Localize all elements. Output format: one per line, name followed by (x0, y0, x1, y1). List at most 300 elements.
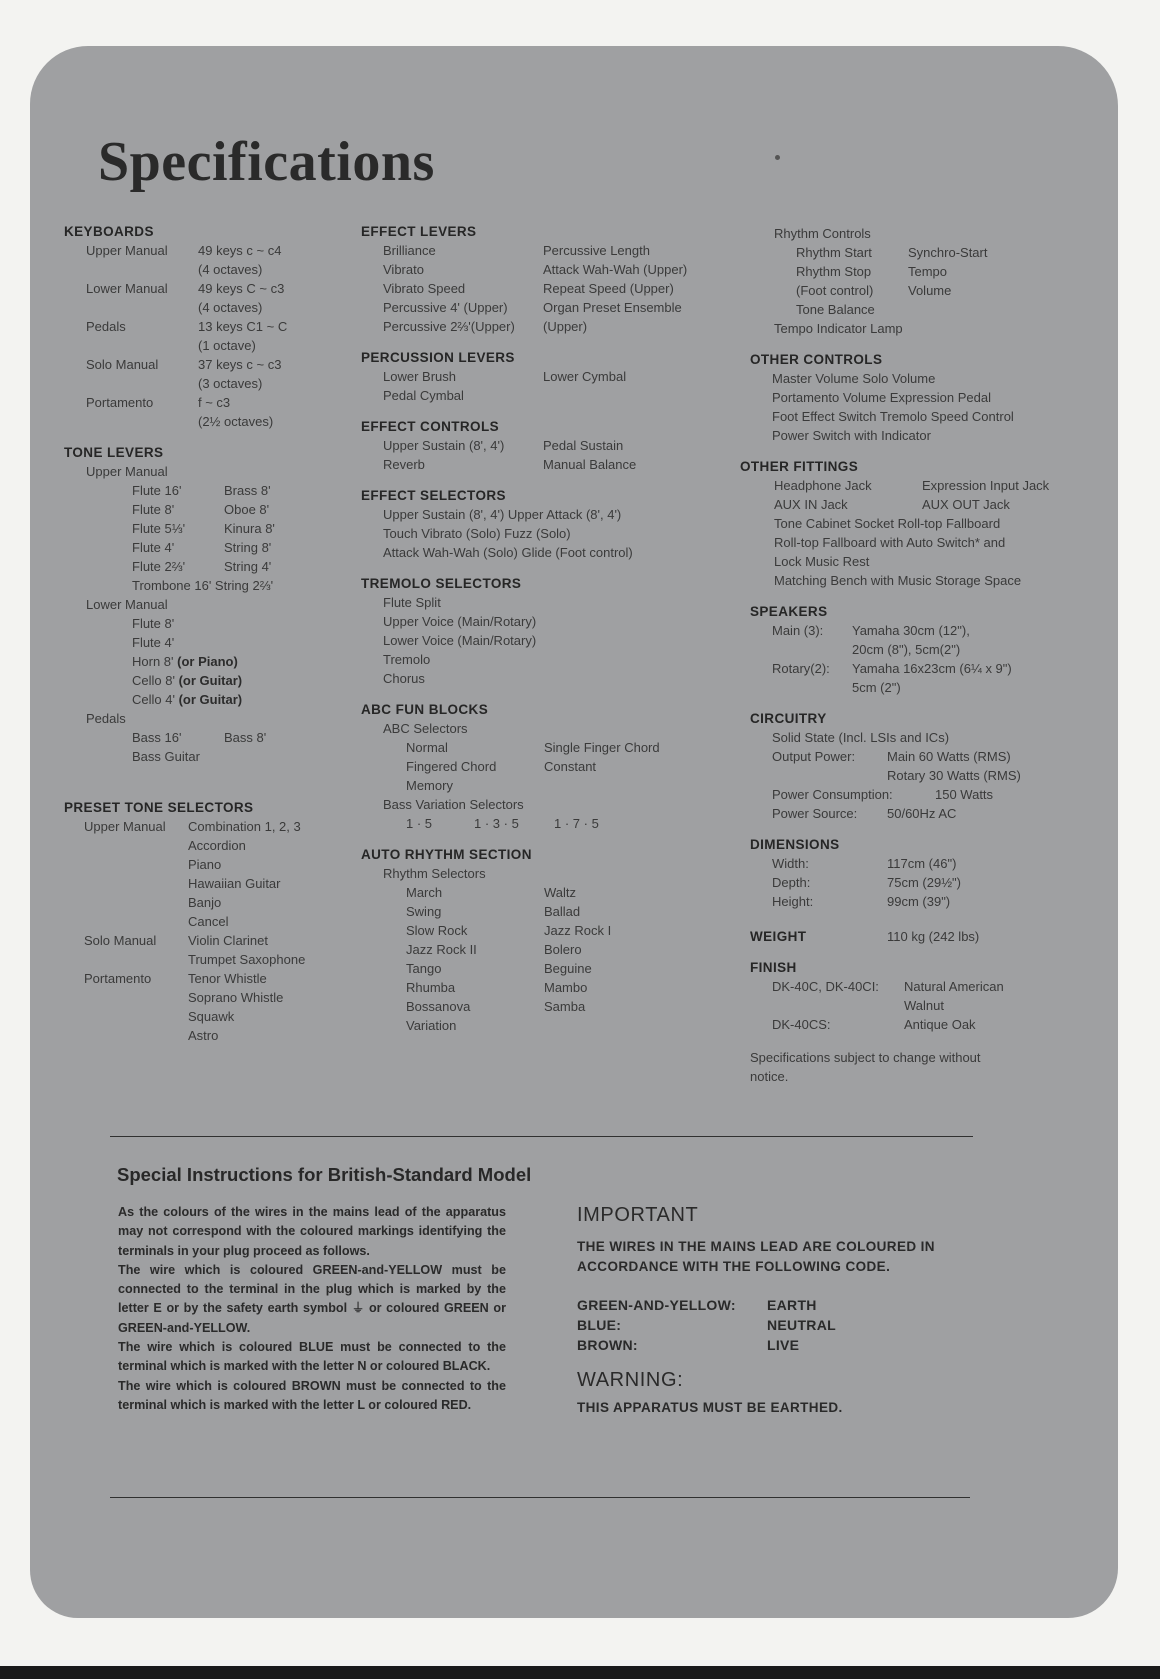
tone-lever-name: Horn 8' (132, 654, 174, 669)
tone-lever: Flute 5⅓' (132, 521, 186, 536)
important-heading: IMPORTANT (577, 1204, 699, 1226)
wire-terminal: EARTH (767, 1297, 817, 1313)
list-item (406, 959, 721, 978)
finish-section (750, 958, 1085, 1034)
item-label: Swing (406, 904, 442, 919)
tone-lever-row (64, 557, 354, 576)
weight-heading: WEIGHT (750, 929, 807, 944)
item-label: Upper Sustain (8', 4') (383, 438, 505, 453)
percussion-levers-section (361, 348, 721, 405)
spec-value-line: 20cm (8"), 5cm(2") (852, 642, 961, 657)
wire-colour: BLUE: (577, 1317, 622, 1333)
keyboards-section (64, 222, 354, 431)
spec-value-line: (4 octaves) (198, 262, 263, 277)
spec-value-line: Yamaha 16x23cm (6¼ x 9") (852, 661, 1012, 676)
item-label: Repeat Speed (Upper) (543, 281, 674, 296)
rhythm-controls-heading: Rhythm Controls (774, 226, 871, 241)
finish-heading: FINISH (750, 960, 797, 975)
spec-label: DK-40CS: (772, 1017, 831, 1032)
preset-items (188, 969, 354, 1045)
lower-manual-label: Lower Manual (86, 597, 168, 612)
effect-selectors-heading: EFFECT SELECTORS (361, 488, 506, 503)
tone-lever-option: (or Guitar) (178, 692, 243, 707)
list-item (406, 997, 721, 1016)
item-label: Normal (406, 740, 448, 755)
preset-group-label: Upper Manual (84, 819, 166, 834)
circuitry-section (750, 709, 1085, 823)
list-item: Lock Music Rest (774, 554, 870, 569)
item-label: Expression Input Jack (922, 478, 1050, 493)
preset-group-label: Portamento (84, 971, 152, 986)
preset-item: Cancel (188, 914, 229, 929)
list-item: Tremolo (383, 652, 431, 667)
british-instructions (118, 1203, 506, 1415)
effect-levers-heading: EFFECT LEVERS (361, 224, 477, 239)
list-item: Chorus (383, 671, 425, 686)
item-label: Samba (544, 999, 586, 1014)
tone-lever: Brass 8' (224, 483, 271, 498)
item-label: Rhumba (406, 980, 456, 995)
tone-lever (64, 671, 354, 690)
list-item: Portamento Volume Expression Pedal (772, 390, 991, 405)
item-label: March (406, 885, 443, 900)
list-item (774, 495, 1085, 514)
preset-item: Soprano Whistle (188, 990, 284, 1005)
output-power-label: Output Power: (772, 749, 856, 764)
speck (775, 155, 780, 160)
tone-lever-row (64, 538, 354, 557)
item-label: Lower Cymbal (543, 369, 627, 384)
preset-item: Accordion (188, 838, 246, 853)
spec-value-line: (1 octave) (198, 338, 256, 353)
dimension-label: Height: (772, 894, 814, 909)
preset-group (64, 817, 354, 931)
tone-lever: Flute 8' (132, 502, 175, 517)
wire-colour: BROWN: (577, 1337, 638, 1353)
item-label: (Foot control) (796, 283, 874, 298)
other-controls-section (750, 350, 1085, 445)
item-label: Ballad (544, 904, 581, 919)
tone-lever: Flute 16' (132, 483, 182, 498)
preset-item: Hawaiian Guitar (188, 876, 281, 891)
spec-value-line: 5cm (2") (852, 680, 901, 695)
preset-group-label: Solo Manual (84, 933, 157, 948)
spec-label: Rotary(2): (772, 661, 830, 676)
spec-value (198, 317, 354, 355)
speakers-heading: SPEAKERS (750, 604, 828, 619)
spec-label: Portamento (86, 395, 154, 410)
tone-lever: Flute 8' (132, 616, 175, 631)
preset-items (188, 817, 354, 931)
tone-levers-section (64, 443, 354, 766)
spec-row (64, 241, 354, 279)
spec-value (198, 241, 354, 279)
output-power-main: Main 60 Watts (RMS) (887, 749, 1011, 764)
item-label: Rhythm Start (796, 245, 872, 260)
preset-group (64, 969, 354, 1045)
list-item (406, 921, 721, 940)
instruction-paragraph: As the colours of the wires in the mains lead of the apparatus may not correspond with the coloured markings identifying the terminals in your plug proceed as follows. (118, 1205, 506, 1258)
bass-variation-values (361, 814, 721, 833)
spec-value (852, 621, 1085, 659)
preset-item: Combination 1, 2, 3 (188, 819, 301, 834)
bass-variation-label: Bass Variation Selectors (383, 797, 524, 812)
item-label: Rhythm Stop (796, 264, 872, 279)
list-item (383, 386, 721, 405)
power-source-value: 50/60Hz AC (887, 806, 957, 821)
spec-value-line: f ~ c3 (198, 395, 231, 410)
abc-section (361, 700, 721, 833)
effect-selectors-section (361, 486, 721, 562)
effect-levers-list (361, 241, 721, 336)
important-box (577, 1204, 977, 1415)
preset-item: Piano (188, 857, 222, 872)
item-label: Jazz Rock I (544, 923, 612, 938)
abc-heading: ABC FUN BLOCKS (361, 702, 489, 717)
rhythm-selectors-sub: Rhythm Selectors (383, 866, 486, 881)
power-consumption-label: Power Consumption: (772, 787, 893, 802)
spec-row (64, 317, 354, 355)
tremolo-selectors-list (361, 593, 721, 688)
dimension-label: Depth: (772, 875, 811, 890)
bass-variation-value: 1 · 3 · 5 (474, 816, 519, 831)
item-label: Headphone Jack (774, 478, 872, 493)
keyboards-rows (64, 241, 354, 431)
rhythm-controls-section (774, 224, 1085, 338)
spec-row (750, 659, 1085, 697)
pedal-lever: Bass 8' (224, 730, 267, 745)
spec-row (64, 279, 354, 317)
item-label: Pedal Sustain (543, 438, 624, 453)
dimension-row (750, 892, 1085, 911)
tone-levers-heading: TONE LEVERS (64, 445, 164, 460)
list-item (796, 262, 1085, 281)
effect-levers-section (361, 222, 721, 336)
item-label: Constant (544, 759, 597, 774)
list-item: Touch Vibrato (Solo) Fuzz (Solo) (383, 526, 571, 541)
list-item (383, 317, 721, 336)
power-consumption (750, 785, 1085, 804)
important-text: THE WIRES IN THE MAINS LEAD ARE COLOURED IN ACCORDANCE WITH THE FOLLOWING CODE. (577, 1239, 935, 1274)
dimensions-heading: DIMENSIONS (750, 837, 840, 852)
item-label: Vibrato Speed (383, 281, 466, 296)
bottom-edge (0, 1666, 1160, 1679)
item-label: Organ Preset Ensemble (543, 300, 682, 315)
preset-section (64, 798, 354, 1045)
spec-note (750, 1048, 1085, 1086)
spec-value-line: Walnut (904, 998, 944, 1013)
tone-lever: String 4' (224, 559, 272, 574)
item-label: Single Finger Chord (544, 740, 660, 755)
tone-lever-option: (or Piano) (177, 654, 238, 669)
item-label: Bolero (544, 942, 582, 957)
list-item: Foot Effect Switch Tremolo Speed Control (772, 409, 1014, 424)
tone-lever-row (64, 519, 354, 538)
list-item (383, 436, 721, 455)
spec-row (750, 977, 1085, 1015)
effect-controls-list (361, 436, 721, 474)
column-2 (361, 222, 721, 1047)
spec-value-line: 37 keys c ~ c3 (198, 357, 282, 372)
list-item (383, 260, 721, 279)
item-label: AUX OUT Jack (922, 497, 1010, 512)
list-item: notice. (750, 1069, 789, 1084)
instruction-paragraph: The wire which is coloured GREEN-and-YELLOW must be connected to the terminal in the plug which is marked by the letter E or by the safety earth symbol ⏚ or coloured GREEN or GREEN-and-YELLOW. (118, 1262, 506, 1335)
list-item: Upper Voice (Main/Rotary) (383, 614, 537, 629)
list-item: Matching Bench with Music Storage Space (774, 573, 1022, 588)
list-item (406, 883, 721, 902)
item-label: Reverb (383, 457, 425, 472)
spec-value-line: 49 keys C ~ c3 (198, 281, 285, 296)
dimensions-section (750, 835, 1085, 911)
spec-row (750, 621, 1085, 659)
dimensions-rows (750, 854, 1085, 911)
tremolo-selectors-section (361, 574, 721, 688)
item-label: Bossanova (406, 999, 471, 1014)
other-fittings-pairs (740, 476, 1085, 514)
list-item (774, 476, 1085, 495)
tone-lever: Kinura 8' (224, 521, 275, 536)
item-label: Volume (908, 283, 952, 298)
item-label: Brilliance (383, 243, 436, 258)
list-item (406, 757, 721, 776)
preset-item: Violin Clarinet (188, 933, 268, 948)
list-item: Attack Wah-Wah (Solo) Glide (Foot control) (383, 545, 633, 560)
wire-code-row (577, 1335, 836, 1355)
pedals-label: Pedals (86, 711, 126, 726)
list-item (406, 1016, 721, 1035)
item-label: Vibrato (383, 262, 424, 277)
list-item (383, 455, 721, 474)
tone-lever: Flute 2⅔' (132, 559, 186, 574)
dimension-row (750, 873, 1085, 892)
other-controls-list (750, 369, 1085, 445)
effect-controls-section (361, 417, 721, 474)
list-item (406, 940, 721, 959)
list-item: Roll-top Fallboard with Auto Switch* and (774, 535, 1006, 550)
item-label: Tempo (908, 264, 948, 279)
warning-text: THIS APPARATUS MUST BE EARTHED. (577, 1400, 843, 1415)
power-source-label: Power Source: (772, 806, 858, 821)
spec-value (852, 659, 1085, 697)
instruction-paragraph: The wire which is coloured BROWN must be connected to the terminal which is marked with the letter L or coloured RED. (118, 1378, 506, 1412)
wire-terminal: LIVE (767, 1337, 800, 1353)
tone-lever-row (64, 481, 354, 500)
wire-code-row (577, 1315, 836, 1335)
effect-controls-heading: EFFECT CONTROLS (361, 419, 499, 434)
list-item (406, 902, 721, 921)
tone-lever-option: (or Guitar) (178, 673, 243, 688)
output-power-values (887, 747, 1021, 785)
percussion-levers-heading: PERCUSSION LEVERS (361, 350, 515, 365)
percussion-levers-list (361, 367, 721, 405)
spec-label: Main (3): (772, 623, 824, 638)
pedal-lever: Bass 16' (132, 730, 182, 745)
effect-selectors-list (361, 505, 721, 562)
preset-item: Tenor Whistle (188, 971, 267, 986)
weight-value: 110 kg (242 lbs) (887, 929, 980, 944)
preset-item: Astro (188, 1028, 219, 1043)
item-label: Synchro-Start (908, 245, 988, 260)
speakers-rows (750, 621, 1085, 697)
circuitry-heading: CIRCUITRY (750, 711, 827, 726)
wire-terminal: NEUTRAL (767, 1317, 836, 1333)
divider-top (110, 1136, 973, 1137)
lower-manual-optional-levers (64, 652, 354, 709)
tone-lever: Flute 4' (132, 540, 175, 555)
spec-value (904, 1015, 1085, 1034)
wire-code-row (577, 1295, 836, 1315)
power-consumption-value: 150 Watts (935, 787, 994, 802)
dimension-value: 99cm (39") (887, 894, 951, 909)
spec-label: Lower Manual (86, 281, 168, 296)
british-title: Special Instructions for British-Standard Model (117, 1164, 532, 1185)
output-power (750, 747, 1085, 785)
rhythm-selectors-list (361, 883, 721, 1035)
preset-item: Trumpet Saxophone (188, 952, 306, 967)
circuitry-line: Solid State (Incl. LSIs and ICs) (772, 730, 950, 745)
wire-colour: GREEN-AND-YELLOW: (577, 1297, 736, 1313)
item-label: Percussive 4' (Upper) (383, 300, 508, 315)
list-item: Upper Sustain (8', 4') Upper Attack (8', 4') (383, 507, 622, 522)
dimension-row (750, 854, 1085, 873)
bass-variation-value: 1 · 5 (406, 816, 433, 831)
abc-selectors-list (361, 738, 721, 795)
spec-value-line: Antique Oak (904, 1017, 976, 1032)
upper-manual-label: Upper Manual (86, 464, 168, 479)
tone-lever (64, 690, 354, 709)
spec-value-line: Natural American (904, 979, 1004, 994)
other-fittings-heading: OTHER FITTINGS (740, 459, 859, 474)
list-item (406, 978, 721, 997)
tone-lever: Oboe 8' (224, 502, 270, 517)
keyboards-heading: KEYBOARDS (64, 224, 154, 239)
item-label: Lower Brush (383, 369, 456, 384)
item-label: Fingered Chord (406, 759, 497, 774)
upper-manual-levers (64, 481, 354, 576)
spec-value (198, 279, 354, 317)
list-item: Lower Voice (Main/Rotary) (383, 633, 537, 648)
item-label: Beguine (544, 961, 592, 976)
tone-lever-row (64, 500, 354, 519)
list-item (406, 776, 721, 795)
spec-value-line: 13 keys C1 ~ C (198, 319, 288, 334)
other-controls-heading: OTHER CONTROLS (750, 352, 883, 367)
other-fittings-section (740, 457, 1085, 590)
spec-value-line: Yamaha 30cm (12"), (852, 623, 970, 638)
auto-rhythm-heading: AUTO RHYTHM SECTION (361, 847, 532, 862)
list-item (796, 281, 1085, 300)
finish-rows (750, 977, 1085, 1034)
warning-heading: WARNING: (577, 1369, 684, 1391)
tone-lever: Flute 4' (132, 635, 175, 650)
list-item (383, 279, 721, 298)
other-fittings-lines (740, 514, 1085, 590)
rhythm-controls-last: Tempo Indicator Lamp (774, 321, 903, 336)
item-label: Variation (406, 1018, 457, 1033)
preset-groups (64, 817, 354, 1045)
item-label: Waltz (544, 885, 577, 900)
column-1 (64, 222, 354, 1057)
abc-sub: ABC Selectors (383, 721, 468, 736)
preset-heading: PRESET TONE SELECTORS (64, 800, 254, 815)
item-label: Tango (406, 961, 442, 976)
list-item: Specifications subject to change without (750, 1050, 981, 1065)
spec-label: Pedals (86, 319, 126, 334)
spec-label: DK-40C, DK-40CI: (772, 979, 879, 994)
item-label: Memory (406, 778, 453, 793)
tone-lever-name: Cello 4' (132, 692, 175, 707)
spec-value-line: 49 keys c ~ c4 (198, 243, 282, 258)
upper-manual-last: Trombone 16' String 2⅔' (132, 578, 274, 593)
auto-rhythm-section (361, 845, 721, 1035)
tremolo-selectors-heading: TREMOLO SELECTORS (361, 576, 522, 591)
spec-value (198, 355, 354, 393)
spec-value-line: (4 octaves) (198, 300, 263, 315)
preset-group (64, 931, 354, 969)
lower-manual-levers (64, 614, 354, 652)
spec-value (904, 977, 1085, 1015)
list-item: Power Switch with Indicator (772, 428, 931, 443)
spec-value-line: (3 octaves) (198, 376, 263, 391)
item-label: Jazz Rock II (406, 942, 477, 957)
pedal-levers (64, 728, 354, 747)
list-item: Tone Cabinet Socket Roll-top Fallboard (774, 516, 1001, 531)
tone-lever-name: Cello 8' (132, 673, 175, 688)
dimension-value: 75cm (29½") (887, 875, 961, 890)
item-label: Percussive Length (543, 243, 650, 258)
item-label: Manual Balance (543, 457, 637, 472)
tone-lever: String 8' (224, 540, 272, 555)
item-label: Tone Balance (796, 302, 875, 317)
output-power-rotary: Rotary 30 Watts (RMS) (887, 768, 1021, 783)
column-3 (740, 224, 1085, 1086)
list-item (796, 243, 1085, 262)
weight-section (750, 927, 1085, 946)
list-item (383, 241, 721, 260)
spec-label: Upper Manual (86, 243, 168, 258)
bass-variation-value: 1 · 7 · 5 (554, 816, 599, 831)
wire-code-table (577, 1295, 836, 1355)
item-label: Pedal Cymbal (383, 388, 464, 403)
list-item: Flute Split (383, 595, 441, 610)
spec-row (750, 1015, 1085, 1034)
tone-lever (64, 652, 354, 671)
page-title: Specifications (98, 131, 435, 193)
spec-label: Solo Manual (86, 357, 159, 372)
dimension-value: 117cm (46") (887, 856, 957, 871)
dimension-label: Width: (772, 856, 809, 871)
list-item (406, 738, 721, 757)
pedal-lever-last: Bass Guitar (132, 749, 200, 764)
power-source (750, 804, 1085, 823)
spec-value (198, 393, 354, 431)
spec-row (64, 393, 354, 431)
item-label: (Upper) (543, 319, 588, 334)
item-label: Mambo (544, 980, 588, 995)
divider-bottom (110, 1497, 970, 1498)
list-item (796, 300, 1085, 319)
preset-items (188, 931, 354, 969)
list-item (383, 298, 721, 317)
preset-item: Banjo (188, 895, 222, 910)
speakers-section (750, 602, 1085, 697)
spec-value-line: (2½ octaves) (198, 414, 274, 429)
list-item (383, 367, 721, 386)
item-label: Attack Wah-Wah (Upper) (543, 262, 688, 277)
item-label: Slow Rock (406, 923, 468, 938)
spec-row (64, 355, 354, 393)
